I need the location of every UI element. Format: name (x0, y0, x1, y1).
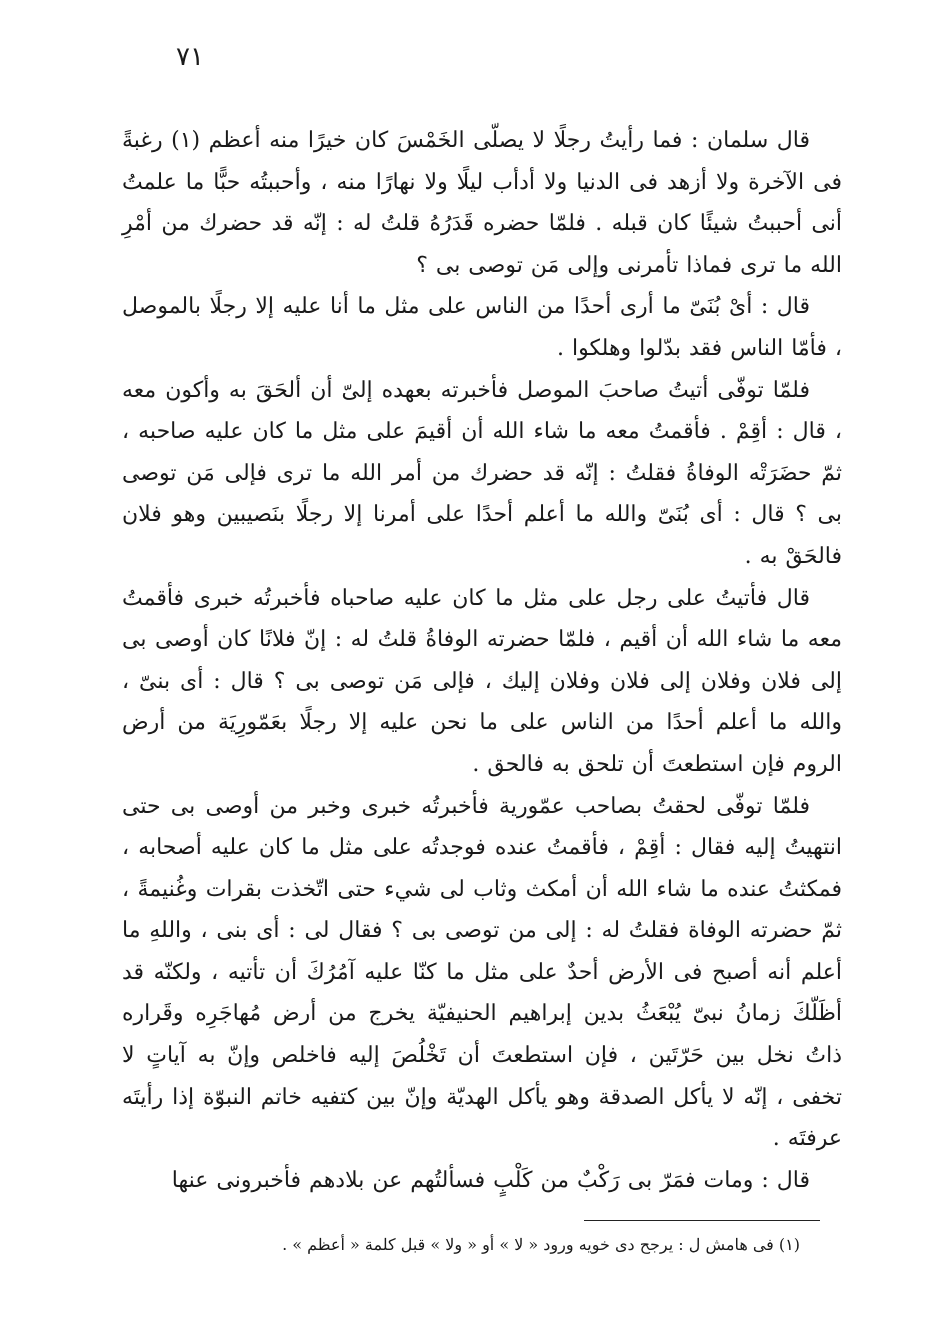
main-text (122, 120, 842, 1201)
footnote: (١) فى هامش ل : يرجح دى خويه ورود « لا » أو « ولا » قبل كلمة « أعظم » . (282, 1235, 800, 1254)
paragraph: قال : أىْ بُنَىّ ما أرى أحدًا من الناس على مثل ما أنا عليه إلا رجلًا بالموصل ، فأمّا الناس فقد بدّلوا وهلكوا . (122, 294, 842, 361)
footnote-divider (584, 1220, 820, 1221)
page-number: ٧١ (176, 42, 204, 72)
paragraph: فلمّا توفّى لحقتُ بصاحب عمّورية فأخبرتُه خبرى وخبر من أوصى بى حتى انتهيتُ إليه فقال : أقِمْ ، فأقمتُ عنده فوجدتُه على مثل ما كان عليه أصحابه ، فمكثتُ عنده ما شاء الله أن أمكث وثاب لى شيء حتى اتّخذت بقرات وغُنيمةً ، ثمّ حضرته الوفاة فقلتُ له : إلى من توصى بى ؟ فقال لى : أى بنى ، واللهِ ما أعلم أنه أصبح فى الأرض أحدٌ على مثل ما كنّا عليه آمُرُكَ أن تأتيه ، ولكنّه قد أظَلّكَ زمانُ نبىّ يُبْعَثُ بدين إبراهيم الحنيفيّة يخرج من أرض مُهاجَرِه وقَراره ذاتُ نخل بين حَرّتَين ، فإن استطعتَ أن تَخْلُصَ إليه فاخلص وإنّ به آياتٍ لا تخفى ، إنّه لا يأكل الصدقة وهو يأكل الهديّة وإنّ بين كتفيه خاتم النبوّة إذا رأيتَه عرفتَه . (122, 793, 843, 1152)
paragraph: قال فأتيتُ على رجل على مثل ما كان عليه صاحباه فأخبرتُه خبرى فأقمتُ معه ما شاء الله أن أقيم ، فلمّا حضرته الوفاةُ قلتُ له : إنّ فلانًا كان أوصى بى إلى فلان وفلان إلى فلان وفلان إليك ، فإلى مَن توصى بى ؟ قال : أى بنىّ ، والله ما أعلم أحدًا من الناس على ما نحن عليه إلا رجلًا بعَمّورِيَة من أرض الروم فإن استطعتَ أن تلحق به فالحق . (122, 585, 842, 777)
paragraph: قال : ومات فمَرّ بى رَكْبٌ من كَلْبٍ فسألتُهم عن بلادهم فأخبرونى عنها (171, 1167, 810, 1193)
paragraph: فلمّا توفّى أتيتُ صاحبَ الموصل فأخبرته بعهده إلىّ أن ألحَقَ به وأكون معه ، قال : أقِمْ . فأقمتُ معه ما شاء الله أن أقيمَ على مثل ما كان عليه صاحبه ، ثمّ حضَرَتْه الوفاةُ فقلتُ : إنّه قد حضرك من أمر الله ما ترى فإلى مَن توصى بى ؟ قال : أى بُنَىّ والله ما أعلم أحدًا على أمرنا إلا رجلًا بنَصيبين وهو فلان فالحَقْ به . (122, 377, 842, 569)
paragraph: قال سلمان : فما رأيتُ رجلًا لا يصلّى الخَمْسَ كان خيرًا منه أعظم (١) رغبةً فى الآخرة ولا أزهد فى الدنيا ولا أدأب ليلًا ولا نهارًا منه ، وأحببتُه حبًّا ما علمتُ أنى أحببتُ شيئًا كان قبله . فلمّا حضره قَدَرُهُ قلتُ له : إنّه قد حضرك من أمْرِ الله ما ترى فماذا تأمرنى وإلى مَن توصى بى ؟ (122, 128, 842, 278)
